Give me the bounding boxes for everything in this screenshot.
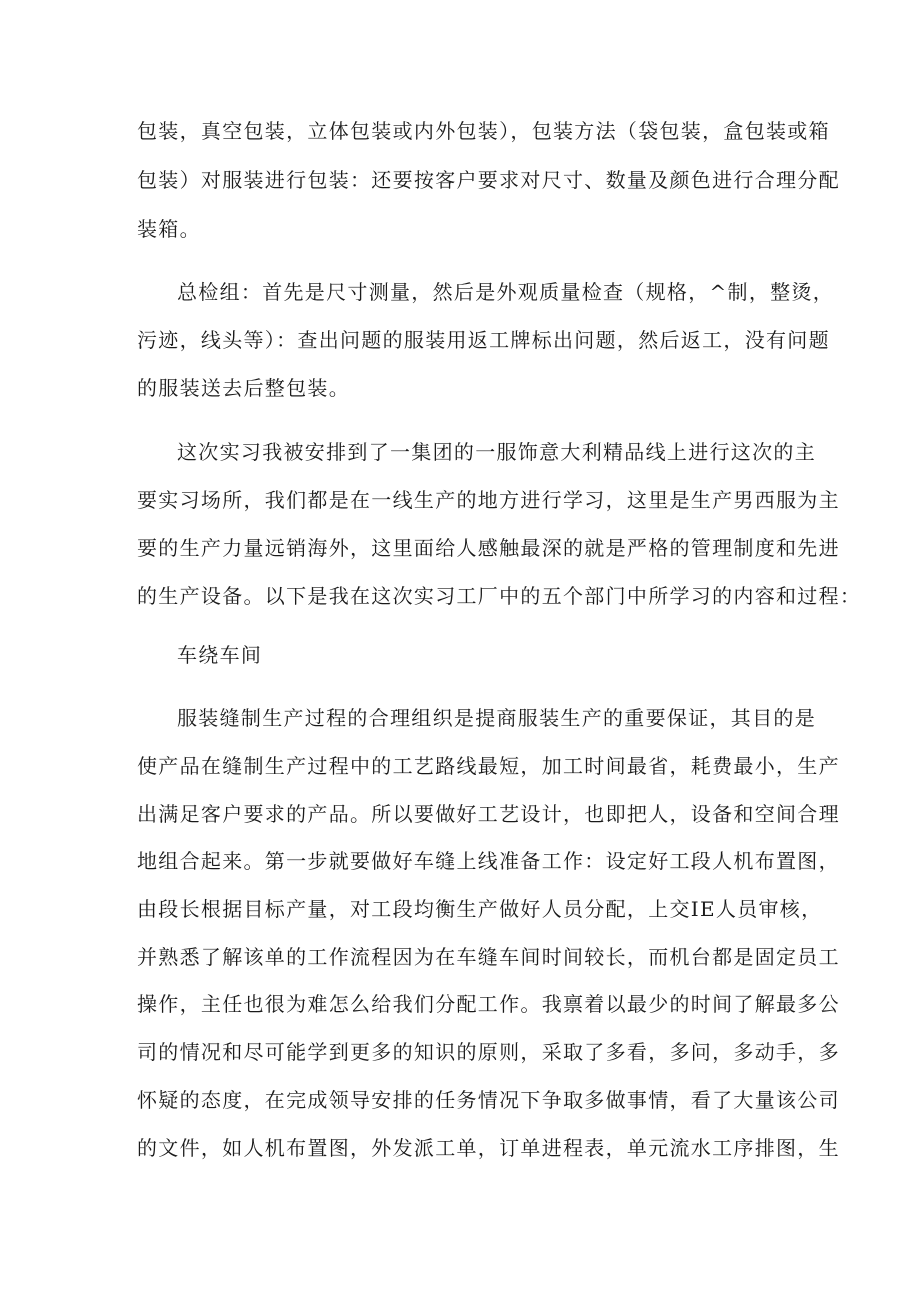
section-heading: 车绕车间 bbox=[177, 643, 263, 667]
sewing-paragraph-line: 怀疑的态度，在完成领导安排的任务情况下争取多做事情，看了大量该公司 bbox=[137, 1088, 840, 1112]
packaging-paragraph-line: 装箱。 bbox=[137, 217, 201, 241]
sewing-paragraph-line: 的文件，如人机布置图，外发派工单，订单进程表，单元流水工序排图，生 bbox=[137, 1136, 840, 1160]
final-inspection-paragraph-line: 的服装送去后整包装。 bbox=[137, 376, 350, 400]
sewing-paragraph-line: 司的情况和尽可能学到更多的知识的原则，采取了多看，多问，多动手，多 bbox=[137, 1040, 840, 1064]
sewing-paragraph-line: 服装缝制生产过程的合理组织是提商服装生产的重要保证，其目的是 bbox=[177, 706, 816, 730]
sewing-paragraph-line: 地组合起来。第一步就要做好车缝上线准备工作：设定好工段人机布置图， bbox=[137, 849, 840, 873]
internship-paragraph-line: 的生产设备。以下是我在这次实习工厂中的五个部门中所学习的内容和过程： bbox=[137, 584, 862, 608]
final-inspection-paragraph-line: 总检组：首先是尺寸测量，然后是外观质量检查（规格，^制，整烫， bbox=[177, 280, 835, 304]
packaging-paragraph-line: 包装）对服装进行包装：还要按客户要求对尺寸、数量及颜色进行合理分配 bbox=[137, 168, 840, 192]
internship-paragraph-line: 这次实习我被安排到了一集团的一服饰意大利精品线上进行这次的主 bbox=[177, 440, 816, 464]
internship-paragraph-line: 要的生产力量远销海外，这里面给人感触最深的就是严格的管理制度和先进 bbox=[137, 536, 840, 560]
sewing-paragraph-line: 使产品在缝制生产过程中的工艺路线最短，加工时间最省，耗费最小，生产 bbox=[137, 754, 840, 778]
final-inspection-paragraph-line: 污迹，线头等）：查出问题的服装用返工牌标出问题，然后返工，没有问题 bbox=[137, 328, 830, 352]
sewing-paragraph-line: 由段长根据目标产量，对工段均衡生产做好人员分配，上交IE人员审核， bbox=[137, 897, 823, 921]
internship-paragraph-line: 要实习场所，我们都是在一线生产的地方进行学习，这里是生产男西服为主 bbox=[137, 488, 840, 512]
sewing-paragraph-line: 并熟悉了解该单的工作流程因为在车缝车间时间较长，而机台都是固定员工 bbox=[137, 945, 840, 969]
packaging-paragraph-line: 包装，真空包装，立体包装或内外包装），包装方法（袋包装，盒包装或箱 bbox=[137, 119, 830, 143]
sewing-paragraph-line: 操作，主任也很为难怎么给我们分配工作。我禀着以最少的时间了解最多公 bbox=[137, 992, 840, 1016]
sewing-paragraph-line: 出满足客户要求的产品。所以要做好工艺设计，也即把人，设备和空间合理 bbox=[137, 802, 840, 826]
